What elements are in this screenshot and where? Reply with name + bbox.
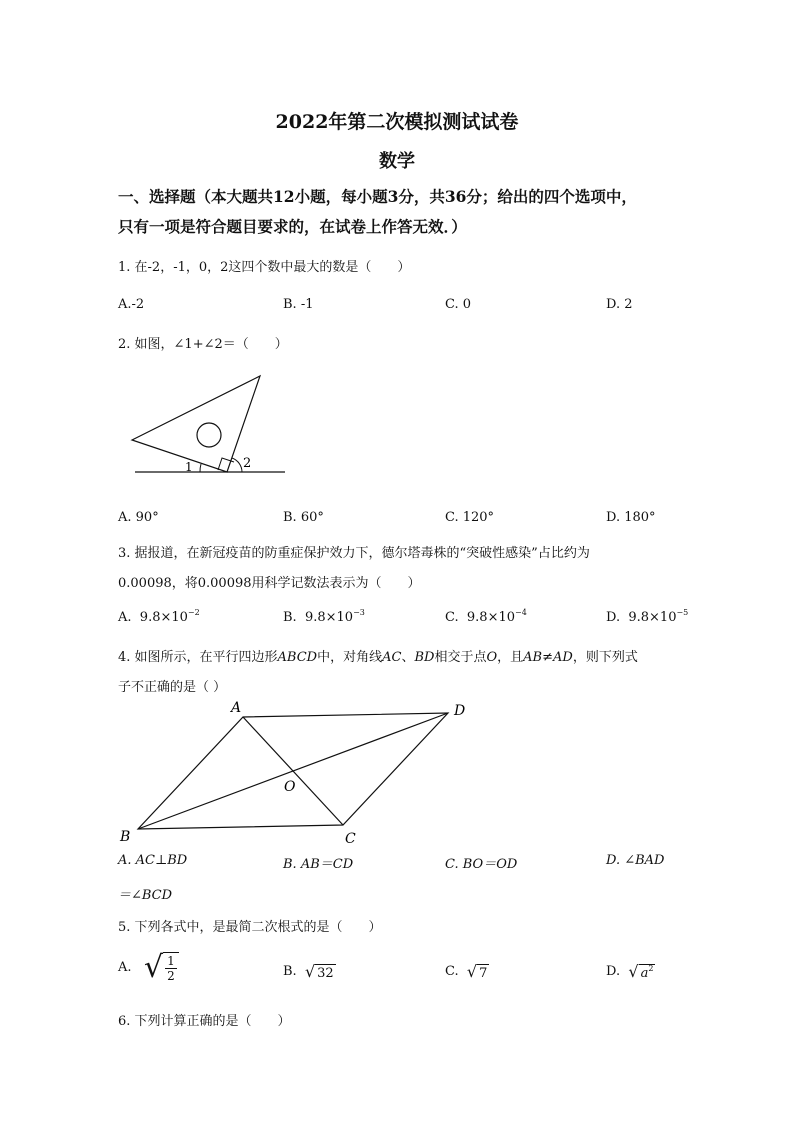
q3-option-c: C. $9.8\times 10^{-4}$: [445, 608, 527, 625]
sqrt-half: √ $\frac{1}{2}$: [144, 950, 179, 985]
section-heading-line1: 一、选择题（本大题共12小题，每小题3分，共36分；给出的四个选项中，: [118, 187, 637, 206]
q4-option-d-continued: ＝∠BCD: [118, 888, 173, 903]
q1-option-c: C. 0: [445, 297, 472, 312]
subject-title: 数学: [379, 151, 415, 172]
q5-option-a: A. √ $\frac{1}{2}$: [118, 950, 179, 985]
question-4-stem-line2: 子不正确的是（ ）: [118, 680, 227, 695]
vertex-label-c: C: [345, 831, 356, 847]
q2-option-b: B. 60°: [283, 510, 324, 525]
question-4-stem-line1: 4. 如图所示，在平行四边形ABCD中，对角线AC、BD相交于点O，且AB≠AD，则下列式: [118, 650, 638, 665]
q1-option-b: B. -1: [283, 297, 314, 312]
q2-option-d: D. 180°: [606, 510, 656, 525]
q5-option-c: C. √ 7: [445, 962, 488, 981]
vertex-label-a: A: [231, 700, 242, 716]
question-5-stem: 5. 下列各式中，是最简二次根式的是（ ）: [118, 920, 382, 935]
q3-option-b: B. $9.8\times 10^{-3}$: [283, 608, 365, 625]
question-3-stem-line1: 3. 据报道，在新冠疫苗的防重症保护效力下，德尔塔毒株的“突破性感染”占比约为: [118, 546, 590, 561]
q2-triangle-figure: [125, 370, 295, 480]
q2-option-a: A. 90°: [118, 510, 159, 525]
q5-option-d: D. √ $a^2$: [606, 962, 654, 981]
vertex-label-b: B: [120, 829, 131, 845]
q4-option-b: B. AB＝CD: [283, 857, 354, 872]
q3-option-a: A. $9.8\times 10^{-2}$: [118, 608, 200, 625]
exam-title: 2022年第二次模拟测试试卷: [275, 111, 519, 133]
q4-option-a: A. AC⊥BD: [118, 853, 188, 868]
q3-option-d: D. $9.8\times 10^{-5}$: [606, 608, 689, 625]
q4-option-d: D. ∠BAD: [606, 853, 665, 868]
q1-option-d: D. 2: [606, 297, 633, 312]
question-2-stem: 2. 如图，∠1+∠2＝（ ）: [118, 337, 288, 352]
q2-option-c: C. 120°: [445, 510, 495, 525]
question-1-stem: 1. 在-2，-1，0，2这四个数中最大的数是（ ）: [118, 260, 411, 275]
angle-label-1: 1: [185, 460, 193, 474]
q5-option-b: B. √ 32: [283, 962, 334, 981]
vertex-label-d: D: [454, 703, 466, 719]
angle-label-2: 2: [243, 456, 252, 471]
q4-parallelogram-figure: [112, 696, 482, 848]
question-6-stem: 6. 下列计算正确的是（ ）: [118, 1014, 291, 1029]
section-heading-line2: 只有一项是符合题目要求的，在试卷上作答无效．）: [118, 217, 467, 236]
question-3-stem-line2: 0.00098，将0.00098用科学记数法表示为（ ）: [118, 576, 421, 591]
section-heading: [118, 182, 698, 242]
q4-option-c: C. BO＝OD: [445, 857, 518, 872]
intersection-label-o: O: [284, 779, 296, 795]
q1-option-a: A.-2: [118, 297, 145, 312]
